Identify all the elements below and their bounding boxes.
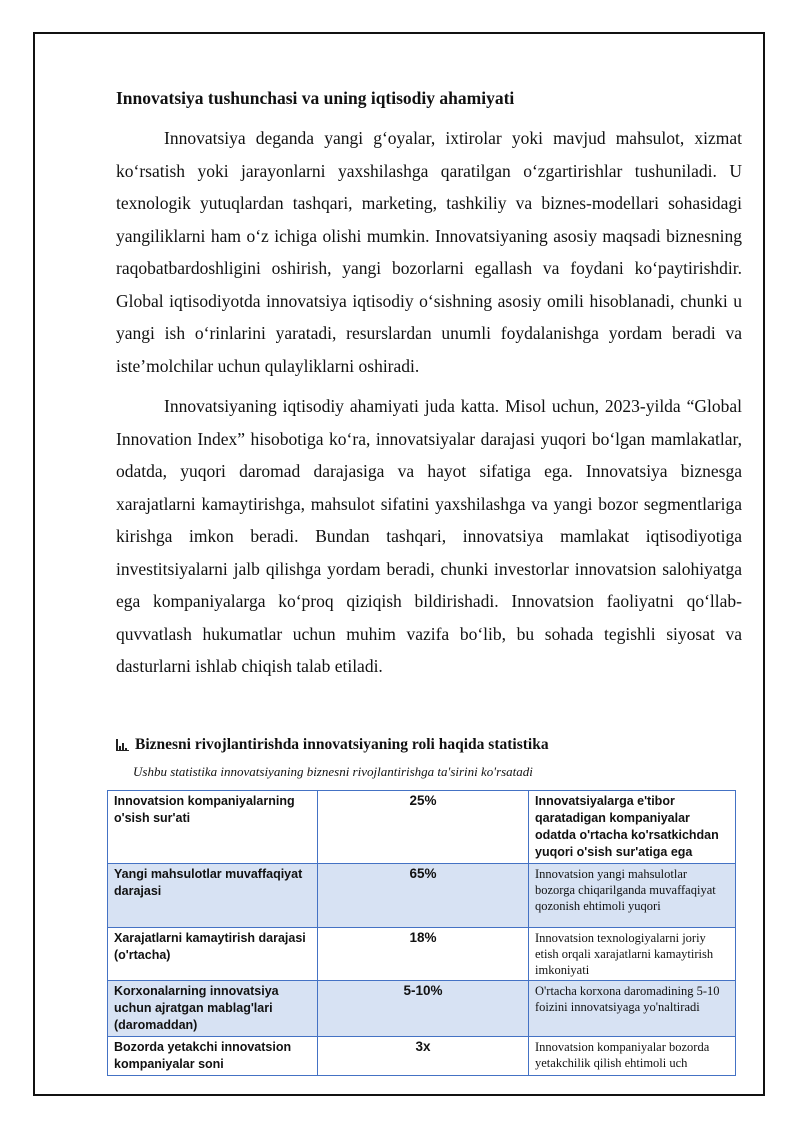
section-title: Innovatsiya tushunchasi va uning iqtisodiy ahamiyati [116, 88, 515, 108]
row-value: 65% [318, 864, 529, 928]
table-row [108, 1037, 736, 1076]
row-note: Innovatsion texnologiyalarni joriy etish orqali xarajatlarni kamaytirish imkoniyati [529, 928, 736, 981]
document-body [116, 86, 742, 683]
row-label: Korxonalarning innovatsiya uchun ajratgan mablag'lari (daromaddan) [108, 981, 318, 1037]
statistics-table [107, 790, 736, 1076]
statistics-heading-text: Biznesni rivojlantirishda innovatsiyaning roli haqida statistika [135, 736, 549, 753]
row-note: Innovatsion kompaniyalar bozorda yetakchilik qilish ehtimoli uch [529, 1037, 736, 1076]
row-value: 5-10% [318, 981, 529, 1037]
row-label: Yangi mahsulotlar muvaffaqiyat darajasi [108, 864, 318, 928]
row-value: 3x [318, 1037, 529, 1076]
row-note: Innovatsiyalarga e'tibor qaratadigan kompaniyalar odatda o'rtacha ko'rsatkichdan yuqori o'sish sur'atiga ega [529, 791, 736, 864]
statistics-heading [116, 736, 549, 754]
row-value: 18% [318, 928, 529, 981]
row-note: Innovatsion yangi mahsulotlar bozorga chiqarilganda muvaffaqiyat qozonish ehtimoli yuqori [529, 864, 736, 928]
row-label: Bozorda yetakchi innovatsion kompaniyalar soni [108, 1037, 318, 1076]
statistics-subtitle: Ushbu statistika innovatsiyaning biznesni rivojlantirishga ta'sirini ko'rsatadi [133, 764, 533, 779]
row-note: O'rtacha korxona daromadining 5-10 foizini innovatsiyaga yo'naltiradi [529, 981, 736, 1037]
table-row [108, 864, 736, 928]
table-row [108, 791, 736, 864]
row-label: Xarajatlarni kamaytirish darajasi (o'rtacha) [108, 928, 318, 981]
row-value: 25% [318, 791, 529, 864]
row-label: Innovatsion kompaniyalarning o'sish sur'ati [108, 791, 318, 864]
bar-chart-icon [116, 739, 129, 751]
paragraph-2: Innovatsiyaning iqtisodiy ahamiyati juda katta. Misol uchun, 2023-yilda “Global Innovation Index” hisobotiga ko‘ra, innovatsiyalar darajasi yuqori bo‘lgan mamlakatlar, odatda, yuqori daromad darajasiga va hayot sifatiga ega. Innovatsiya biznesga xarajatlarni kamaytirishga, mahsulot sifatini yaxshilashga va yangi bozor segmentlariga kirishga imkon beradi. Bundan tashqari, innovatsiya mamlakat iqtisodiyotiga investitsiyalarni jalb qilishga yordam beradi, chunki investorlar innovatsion salohiyatga ega kompaniyalarga ko‘proq qiziqish bildirishadi. Innovatsion faoliyatni qo‘llab-quvvatlash hukumatlar uchun muhim vazifa bo‘lib, bu sohada tegishli siyosat va dasturlarni ishlab chiqish talab etiladi. [116, 396, 742, 676]
paragraph-1: Innovatsiya deganda yangi g‘oyalar, ixtirolar yoki mavjud mahsulot, xizmat ko‘rsatish yoki jarayonlarni yaxshilashga qaratilgan o‘zgartirishlar tushuniladi. U texnologik yutuqlardan tashqari, marketing, tashkiliy va biznes-modellari sohasidagi yangiliklarni ham o‘z ichiga olishi mumkin. Innovatsiyaning asosiy maqsadi biznesning raqobatbardoshligini oshirish, yangi bozorlarni egallash va foydani ko‘paytirishdir. Global iqtisodiyotda innovatsiya iqtisodiy o‘sishning asosiy omili hisoblanadi, chunki u yangi ish o‘rinlarini yaratadi, resurslardan unumli foydalanishga yordam beradi va iste’molchilar uchun qulayliklarni oshiradi. [116, 128, 742, 376]
table-row [108, 981, 736, 1037]
table-row [108, 928, 736, 981]
